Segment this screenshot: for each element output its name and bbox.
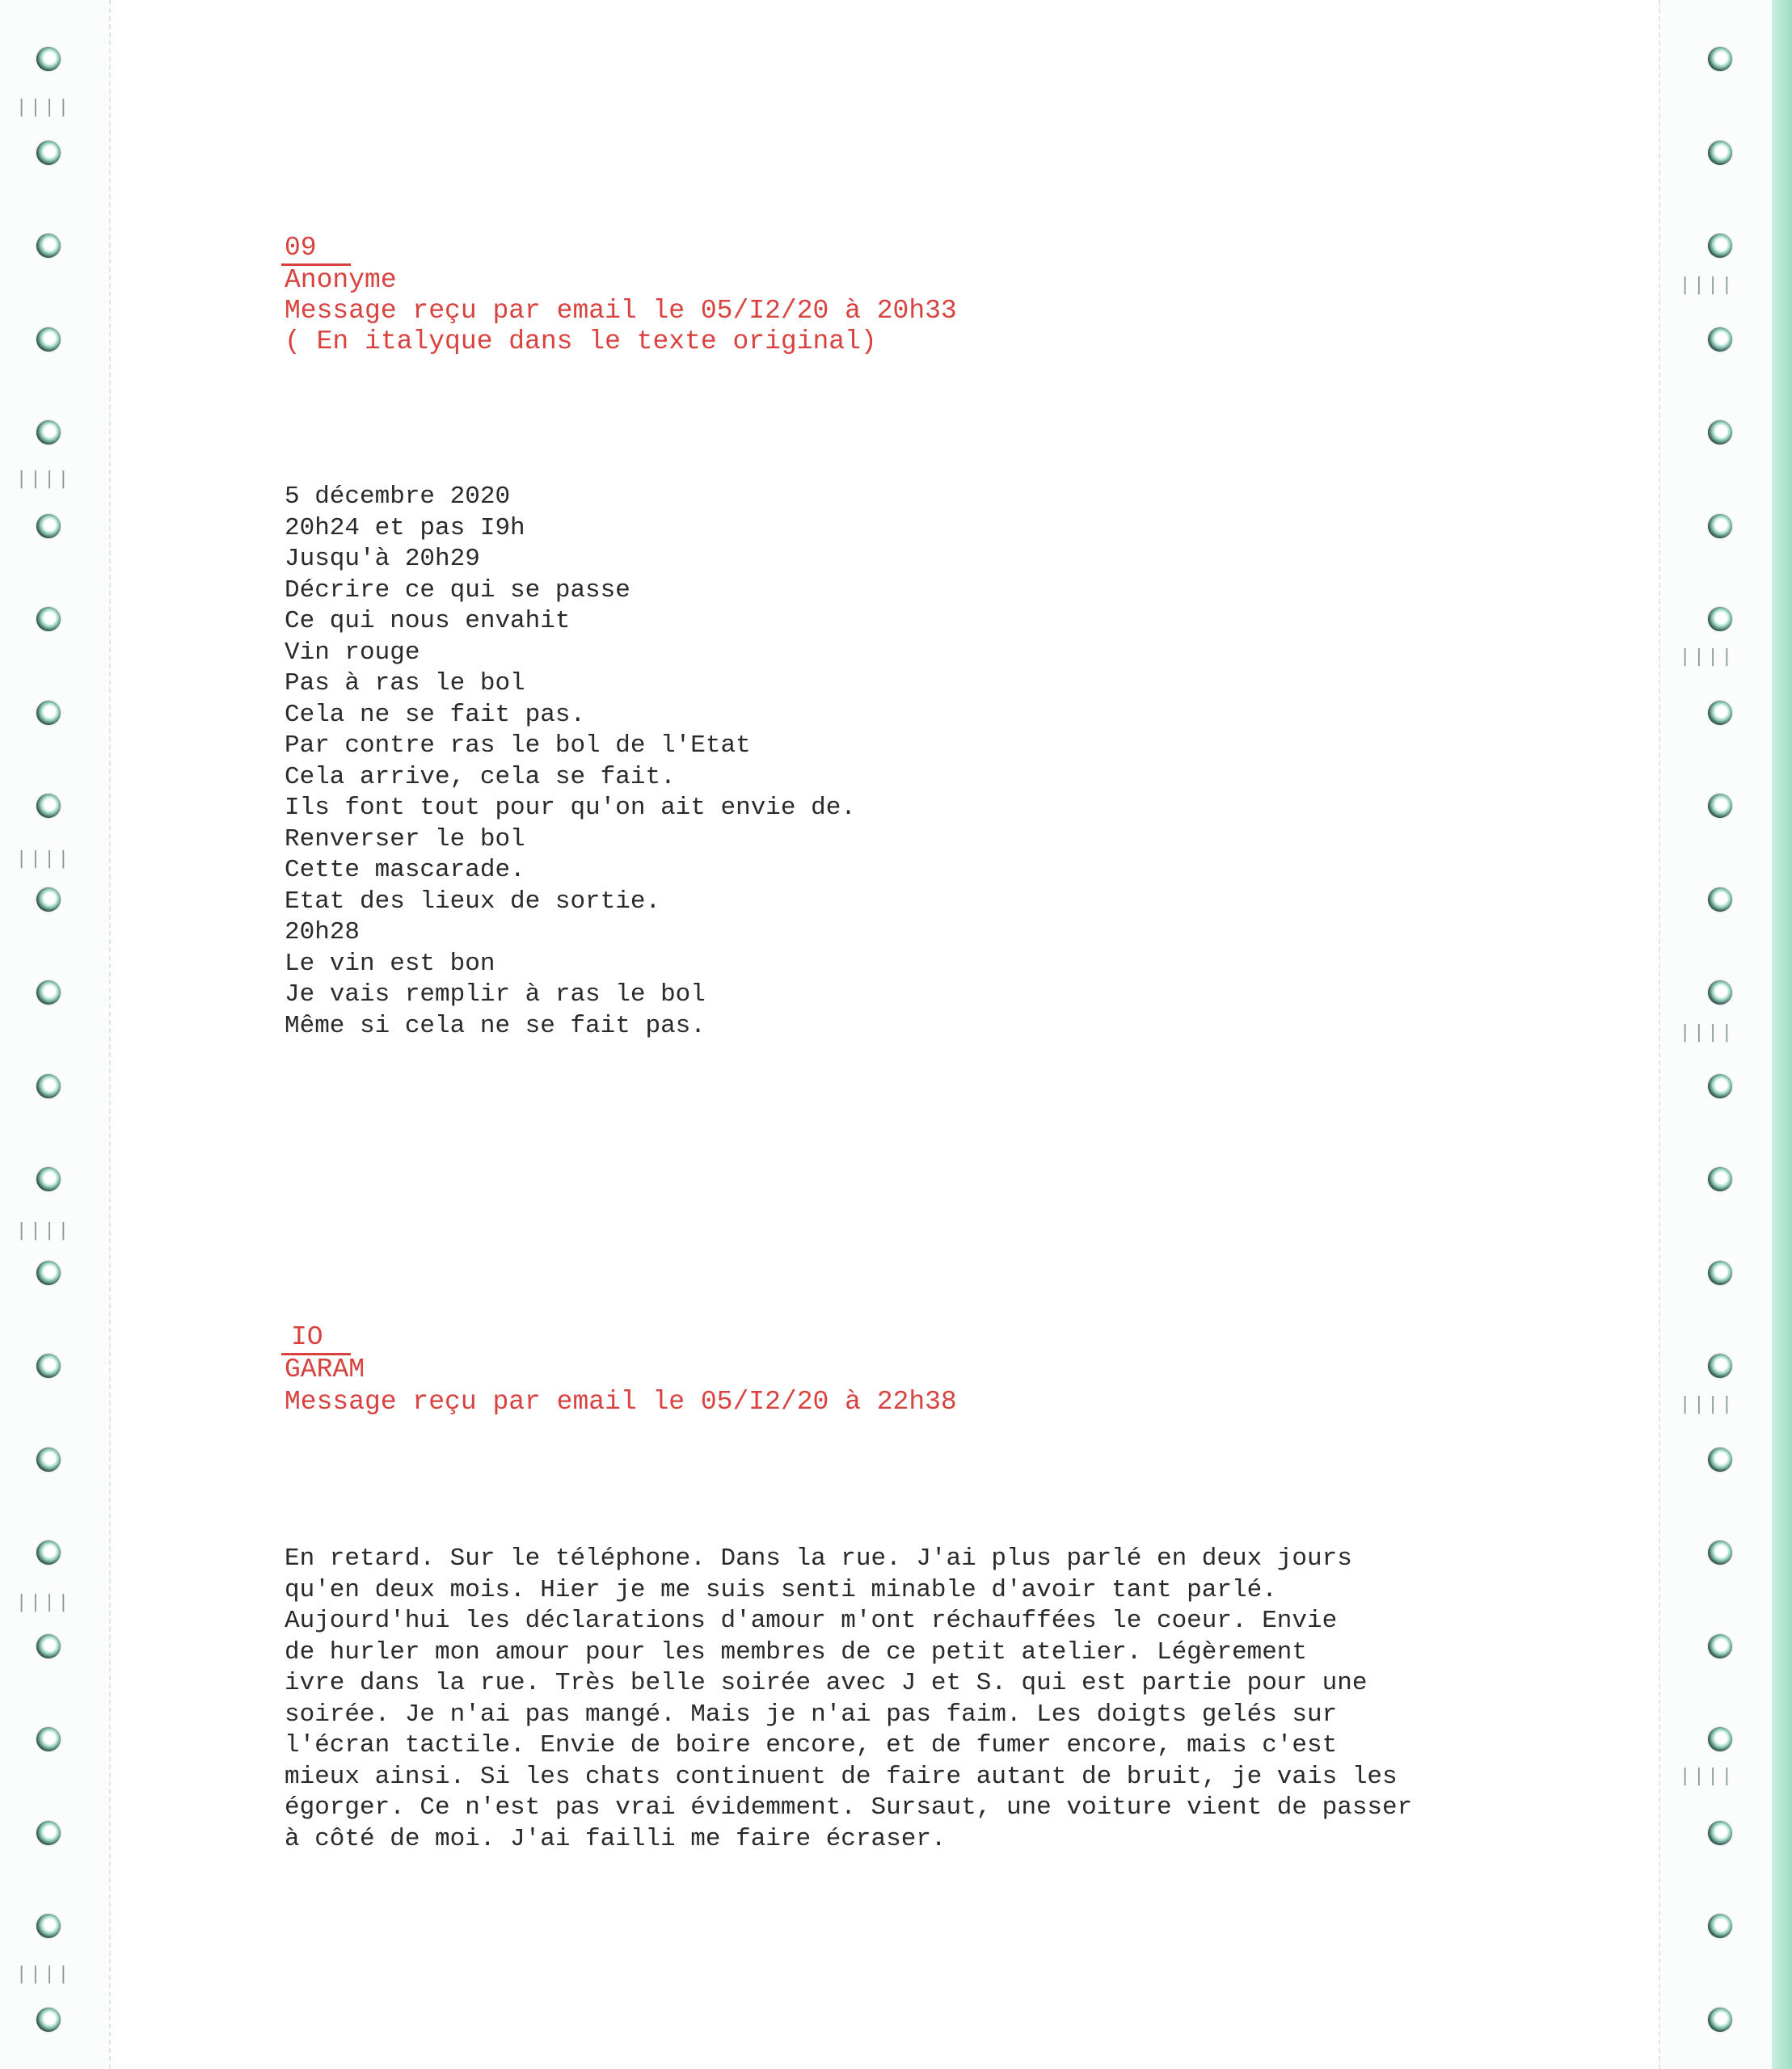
sprocket-hole-icon [36,701,61,725]
poem-line: 20h28 [285,918,361,946]
sprocket-hole-icon [36,607,61,631]
sprocket-hole-icon [36,2008,61,2032]
sprocket-hole-icon [36,887,61,912]
sprocket-hole-icon [36,794,61,818]
perforation-mark-icon: |||| [1680,275,1735,295]
poem-line: Même si cela ne se fait pas. [285,1011,706,1040]
sprocket-hole-icon [1708,47,1732,71]
poem-line: Vin rouge [285,638,420,667]
sprocket-hole-icon [1708,1074,1732,1098]
sprocket-hole-icon [1708,1261,1732,1285]
paragraph-line: de hurler mon amour pour les membres de ce petit atelier. Légèrement [285,1637,1308,1667]
sprocket-hole-icon [1708,327,1732,352]
paragraph-line: à côté de moi. J'ai failli me faire écraser. [285,1824,947,1853]
sprocket-hole-icon [36,327,61,352]
paragraph-line: égorger. Ce n'est pas vrai évidemment. Sursaut, une voiture vient de passer [285,1793,1413,1822]
sprocket-hole-icon [36,1074,61,1098]
poem-line: Cela arrive, cela se fait. [285,762,676,791]
poem-line: Le vin est bon [285,949,495,978]
green-paper-edge [1772,0,1792,2069]
sprocket-hole-icon [1708,1914,1732,1938]
paragraph-line: qu'en deux mois. Hier je me suis senti minable d'avoir tant parlé. [285,1575,1277,1604]
poem-line: Cela ne se fait pas. [285,700,586,729]
poem-line: Cette mascarade. [285,856,525,884]
perforation-mark-icon: |||| [1680,1766,1735,1786]
paragraph-line: soirée. Je n'ai pas mangé. Mais je n'ai pas faim. Les doigts gelés sur [285,1700,1338,1729]
paragraph-line: ivre dans la rue. Très belle soirée avec J et S. qui est partie pour une [285,1669,1368,1697]
sprocket-hole-icon [36,1540,61,1565]
paragraph-line: En retard. Sur le téléphone. Dans la rue. J'ai plus parlé en deux jours [285,1544,1352,1573]
sprocket-hole-icon [1708,2008,1732,2032]
sprocket-hole-icon [1708,1354,1732,1378]
sprocket-hole-icon [1708,1634,1732,1658]
perforation-mark-icon: |||| [16,849,72,869]
poem-line: Décrire ce qui se passe [285,575,630,605]
entry-10-paragraph [285,1544,1412,1855]
perforation-mark-icon: |||| [16,1220,72,1241]
perforation-mark-icon: |||| [16,97,72,117]
entry-09-number: 09 [285,233,317,263]
perforation-mark-icon: |||| [1680,1394,1735,1414]
sprocket-hole-icon [1708,234,1732,258]
sprocket-hole-icon [36,141,61,165]
sprocket-hole-icon [1708,1727,1732,1751]
poem-line: Ils font tout pour qu'on ait envie de. [285,794,856,822]
sprocket-hole-icon [36,1447,61,1472]
poem-line: Etat des lieux de sortie. [285,887,661,916]
sprocket-hole-icon [1708,514,1732,538]
sprocket-hole-icon [1708,1821,1732,1845]
entry-10-received: Message reçu par email le 05/I2/20 à 22h38 [285,1387,957,1417]
sprocket-hole-icon [1708,1540,1732,1565]
perforation-mark-icon: |||| [1680,647,1735,667]
sprocket-hole-icon [1708,607,1732,631]
poem-line: Renverser le bol [285,824,525,853]
poem-line: Ce qui nous envahit [285,607,571,635]
sprocket-hole-icon [1708,701,1732,725]
entry-10-author: GARAM [285,1355,365,1384]
sprocket-hole-icon [1708,794,1732,818]
perforation-mark-icon: |||| [16,1964,72,1984]
perforation-mark-icon: |||| [1680,1022,1735,1043]
sprocket-hole-icon [1708,141,1732,165]
poem-line: Par contre ras le bol de l'Etat [285,731,751,760]
paragraph-line: l'écran tactile. Envie de boire encore, et de fumer encore, mais c'est [285,1731,1338,1759]
paragraph-line: mieux ainsi. Si les chats continuent de faire autant de bruit, je vais les [285,1762,1398,1791]
poem-line: Pas à ras le bol [285,669,525,697]
entry-09-received: Message reçu par email le 05/I2/20 à 20h33 [285,296,957,326]
sprocket-hole-icon [36,514,61,538]
poem-line: Je vais remplir à ras le bol [285,980,706,1009]
sprocket-hole-icon [36,1634,61,1658]
perforation-mark-icon: |||| [16,1592,72,1612]
sprocket-hole-icon [36,1821,61,1845]
sprocket-hole-icon [1708,1167,1732,1191]
paragraph-line: Aujourd'hui les déclarations d'amour m'ont réchauffées le coeur. Envie [285,1607,1338,1635]
sprocket-hole-icon [36,1727,61,1751]
sprocket-hole-icon [36,47,61,71]
sprocket-hole-icon [1708,1447,1732,1472]
perforation-mark-icon: |||| [16,469,72,489]
entry-09-author: Anonyme [285,265,397,295]
poem-line: Jusqu'à 20h29 [285,545,480,573]
sprocket-hole-icon [36,1167,61,1191]
sprocket-hole-icon [36,1354,61,1378]
sprocket-hole-icon [1708,980,1732,1005]
sprocket-hole-icon [36,1914,61,1938]
sprocket-hole-icon [1708,887,1732,912]
sprocket-hole-icon [36,980,61,1005]
sprocket-hole-icon [36,234,61,258]
entry-09-poem [285,482,856,1042]
left-tractor-feed-strip [0,0,111,2069]
entry-09-note: ( En italyque dans le texte original) [285,327,877,356]
sprocket-hole-icon [36,420,61,445]
entry-10-number: IO [291,1322,323,1352]
sprocket-hole-icon [1708,420,1732,445]
sprocket-hole-icon [36,1261,61,1285]
poem-line: 5 décembre 2020 [285,482,511,511]
poem-line: 20h24 et pas I9h [285,513,525,542]
